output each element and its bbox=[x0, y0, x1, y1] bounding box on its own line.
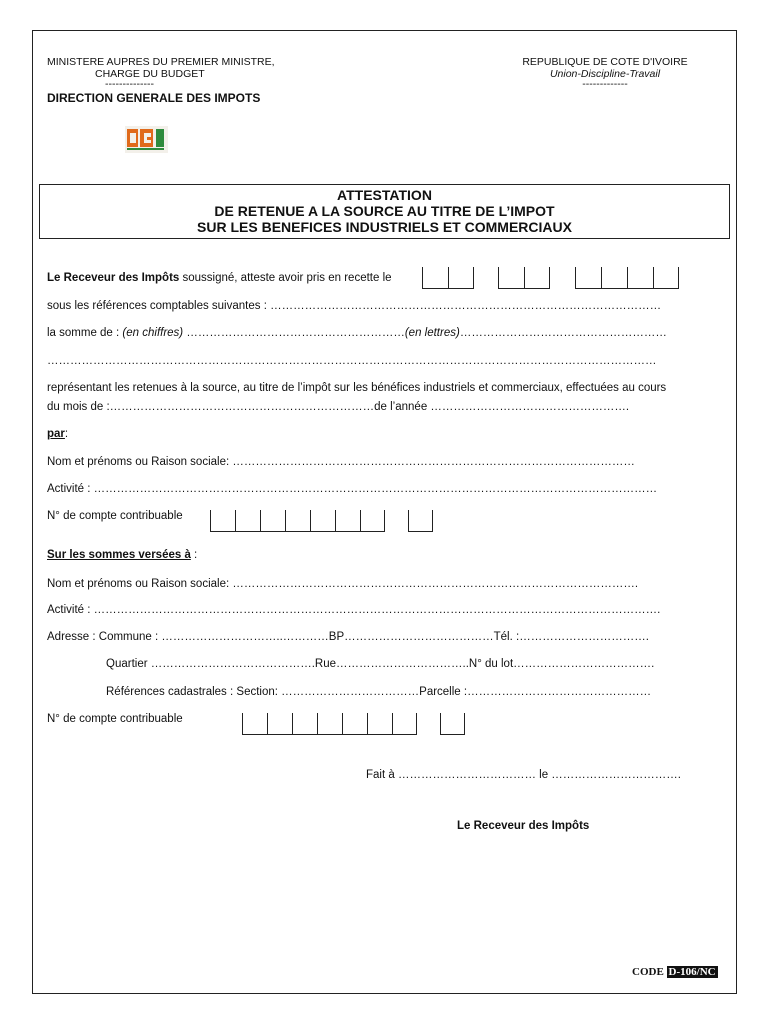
sur-sommes-heading bbox=[47, 549, 197, 561]
signature-label: Le Receveur des Impôts bbox=[457, 820, 590, 832]
adresse-field[interactable]: Adresse : Commune : …………………………..…………BP…………………………………Tél. :……………………………. bbox=[47, 631, 649, 643]
sur-sommes-label: Sur les sommes versées à bbox=[47, 549, 191, 561]
compte-contribuable-boxes-2[interactable] bbox=[242, 713, 417, 735]
document-title bbox=[39, 184, 730, 239]
form-code-value: D-106/NC bbox=[668, 966, 716, 978]
form-code-label: CODE bbox=[632, 966, 664, 978]
republic-header bbox=[505, 56, 705, 88]
form-code bbox=[632, 966, 718, 978]
par-heading bbox=[47, 428, 68, 440]
par-label: par bbox=[47, 428, 65, 440]
references-line[interactable]: sous les références comptables suivantes : ………………………………………………………………………………………… bbox=[47, 300, 662, 312]
nom-raison-sociale-field-2[interactable]: Nom et prénoms ou Raison sociale: ……………………………………………………………………………………………. bbox=[47, 578, 639, 590]
republic-motto: Union-Discipline-Travail bbox=[549, 68, 661, 80]
date-month-boxes[interactable] bbox=[498, 267, 550, 289]
title-line3: SUR LES BENEFICES INDUSTRIELS ET COMMERCIAUX bbox=[197, 219, 572, 235]
compte-contribuable-label-2: N° de compte contribuable bbox=[47, 713, 183, 725]
quartier-field[interactable]: Quartier …………………………………….Rue……………………………..N° du lot………………………………. bbox=[106, 658, 655, 670]
references-cadastrales-field[interactable]: Références cadastrales : Section: ………………………………Parcelle :………………………………………… bbox=[106, 686, 652, 698]
direction-title: DIRECTION GENERALE DES IMPOTS bbox=[47, 91, 261, 105]
somme-lettres-field[interactable]: ……………………………………………… bbox=[459, 327, 667, 339]
title-line1: ATTESTATION bbox=[337, 187, 432, 203]
fait-a-field[interactable]: Fait à ……………………………… le ……………………………. bbox=[366, 769, 681, 781]
receveur-label: Le Receveur des Impôts bbox=[47, 272, 180, 284]
representant-line2[interactable]: du mois de :……………………………………………………………de l’année ……………………………………………. bbox=[47, 401, 630, 413]
republic-name: REPUBLIQUE DE COTE D'IVOIRE bbox=[522, 56, 688, 68]
somme-chiffres-field[interactable]: ………………………………………………… bbox=[183, 327, 405, 339]
somme-continuation-line[interactable]: …………………………………………………………………………………………………………………………………………… bbox=[47, 355, 657, 367]
compte-contribuable-key-2[interactable] bbox=[440, 713, 465, 735]
dgi-logo bbox=[125, 126, 168, 153]
republic-separator: ------------- bbox=[582, 78, 628, 90]
title-line2: DE RETENUE A LA SOURCE AU TITRE DE L’IMPOT bbox=[214, 203, 555, 219]
activite-field-1[interactable]: Activité : ………………………………………………………………………………………………………………………………… bbox=[47, 483, 658, 495]
compte-contribuable-boxes-1[interactable] bbox=[210, 510, 385, 532]
somme-lettres-label: (en lettres) bbox=[404, 327, 460, 339]
nom-raison-sociale-field-1[interactable]: Nom et prénoms ou Raison sociale: …………………………………………………………………………………………… bbox=[47, 456, 635, 468]
compte-contribuable-label-1: N° de compte contribuable bbox=[47, 510, 183, 522]
date-year-boxes[interactable] bbox=[575, 267, 679, 289]
somme-label: la somme de : bbox=[47, 327, 123, 339]
receveur-text: soussigné, atteste avoir pris en recette le bbox=[179, 272, 392, 284]
ministry-line1: MINISTERE AUPRES DU PREMIER MINISTRE, bbox=[47, 56, 275, 68]
date-day-boxes[interactable] bbox=[422, 267, 474, 289]
header-separator: -------------- bbox=[105, 78, 154, 90]
compte-contribuable-key-1[interactable] bbox=[408, 510, 433, 532]
representant-line1: représentant les retenues à la source, au titre de l’impôt sur les bénéfices industriels et commerciaux, effectuées au cours bbox=[47, 382, 667, 394]
par-colon: : bbox=[64, 428, 69, 440]
sur-sommes-colon: : bbox=[190, 549, 198, 561]
receveur-line bbox=[47, 272, 392, 284]
somme-line[interactable] bbox=[47, 327, 667, 339]
ministry-line2: CHARGE DU BUDGET bbox=[95, 68, 205, 80]
ministry-header bbox=[47, 56, 275, 104]
somme-chiffres-label: (en chiffres) bbox=[122, 327, 184, 339]
activite-field-2[interactable]: Activité : …………………………………………………………………………………………………………………………………. bbox=[47, 604, 661, 616]
